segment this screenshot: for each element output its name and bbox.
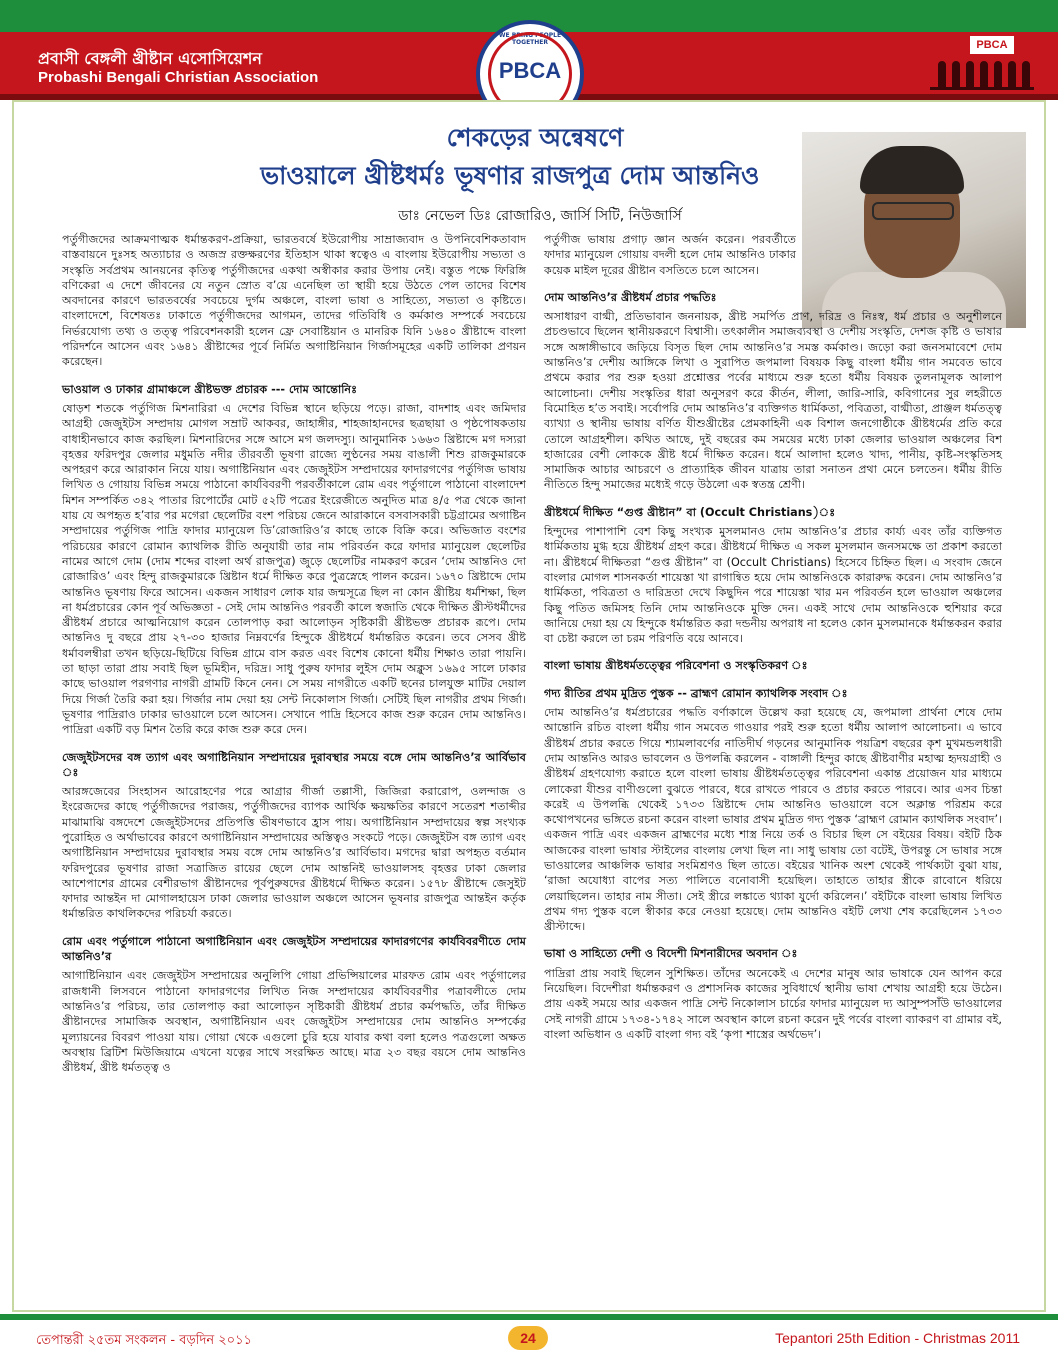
section-heading: জেজুইটসদের বঙ্গ ত্যাগ এবং অগাষ্টিনিয়ান সম্প্রদায়ের দুরাবস্থার সময়ে বঙ্গে দোম আন্তনিও’র আর্বিভাব ঃ xyxy=(62,750,526,779)
footer-right-text: Tepantori 25th Edition - Christmas 2011 xyxy=(775,1330,1020,1346)
body-paragraph: পাদ্রিরা প্রায় সবাই ছিলেন সুশিক্ষিত। তাঁদের অনেকেই এ দেশের মানুষ আর ভাষাকে যেন আপন করে নিয়েছিল। বিদেশীরা ধর্মান্তকরণ ও প্রশাসনিক কাজের সুবিধার্থে স্থানীয় ভাষা শেখায় আগ্রহী হয়ে উঠেন। প্রায় একই সময়ে আর একজন পাদ্রি সেন্ট নিকোলাস চার্চের ফাদার ম্যানুয়েল দ্য আসুম্পসাঁউ ভাওয়ালের সেই নাগরী গ্রামে ১৭৩৪-১৭৪২ সালে অবস্থান কালে রচনা করেন দুই পর্বের বাংলা ব্যাকরণ বা গ্রামার বই, বাংলা অভিধান ও একটি বাংলা গদ্য বই ‘কৃপা শাস্ত্রের অর্থভেদ’। xyxy=(544,966,1002,1041)
photo-hair xyxy=(860,146,964,194)
body-paragraph: পর্তুগীজ ভাষায় প্রগাঢ় জ্ঞান অর্জন করেন। পরবর্তীতে ফাদার ম্যানুয়েল গোয়ায় বদলী হলে দোম আন্তনিও ঢাকার কয়েক মাইল দূরের খ্রীষ্টান বসতিতে চলে আসেন। xyxy=(544,233,796,277)
section-heading: দোম আন্তনিও’র খ্রীষ্টধর্ম প্রচার পদ্ধতিঃ xyxy=(544,290,717,304)
body-paragraph: আগাষ্টিনিয়ান এবং জেজুইটস সম্প্রদায়ের অনুলিপি গোয়া প্রভিন্সিয়ালের মারফত রোম এবং পর্তুগালের রাজধানী লিসবনে পাঠানো ফাদারগণের লিখিত নিজ সম্প্রদায়ের কার্যবিবরণীর পত্রাবলীতে দোম আন্তনিও’র পরিচয়, তার তোলপাড় করা আলোড়ন সৃষ্টিকারী খ্রীষ্টধর্ম প্রচার কর্মপদ্ধতি, তাঁর দীক্ষিত খ্রীষ্টানদের সামাজিক অবস্থান, অগাষ্টিনিয়ান এবং জেজুইটস সম্প্রদায়ের দোম আন্তনিও সম্পর্কের মূল্যায়নের বিবরণ পাওয়া যায়। গোয়া থেকে এগুলো চুরি হয়ে যাবার কথা বলা হলেও পত্রগুলো অক্ষত অবস্থায় ব্রিটিশ মিউজিয়ামে এখনো যত্নের সাথে সংরক্ষিত আছে। মাত্র ২৩ বছর বয়সে দোম আন্তনিও খ্রীষ্টধর্ম, খ্রীষ্ট ধর্মতত্ত্ব ও xyxy=(62,969,526,1075)
body-paragraph: পর্তুগীজদের আক্রমণাত্মক ধর্মান্তকরণ-প্রক্রিয়া, ভারতবর্ষে ইউরোপীয় সাম্রাজ্যবাদ ও উপনিবেশিকতাবাদ বাস্তবায়নে দুঃসহ অত্যাচার ও অজস্র রক্তক্ষরণের ইতিহাস থাকা স্বত্বেও এ বাংলায় ইউরোপীয় সভ্যতা ও সংস্কৃতি সর্বপ্রথম আনয়নের কৃতিত্ব পর্তুগীজদের একথা অস্বীকার করার উপায় নেই। বস্তুত পক্ষে ফিরিঙ্গি বণিকেরা এ দেশে জীবনের যে নতুন স্রোত ব’য়ে এনেছিল তা স্থায়ী হয়ে উঠতে পেল তাদের বিশেষ অবদানের কারণে ভারতবর্ষের সবচেয়ে দুর্গম অঞ্চলে, বাংলা ভাষা ও সাহিত্যে, সভ্যতা ও কৃষ্টিতে। বাংলাদেশে, বিশেষতঃ ঢাকাতে পর্তুগীজদের আগমন, তাদের গতিবিধি ও কর্মকাণ্ড সম্পর্কে সবচেয়ে নির্ভরযোগ্য তথ্য ও তত্ত্ব পরিবেশনকারী হলেন ফ্রে সেবাষ্টিয়ান ও মানরিক যিনি ১৬৪০ খ্রীষ্টাব্দে বাংলা পরিদর্শনে আসেন এবং ১৬৪১ খ্রীষ্টাব্দের পূর্বে নির্মিত অগাষ্টিনিয়ান গির্জাসমূহের একটি তালিকা প্রণয়ন করেছেন। xyxy=(62,233,526,369)
body-paragraph: আরঙ্গজেবের সিংহাসন আরোহণের পরে আগ্রার গীর্জা তল্লাসী, জিজিরা করারোপ, ওলন্দাজ ও ইংরেজদের কাছে পর্তুগীজদের পরাজয়, পর্তুগীজদের ব্যাপক আর্থিক ক্ষয়ক্ষতির কারণে সতেরশ শতাব্দীর মাঝামাঝি বঙ্গদেশে জেজুইটসদের প্রতিপত্তি ভীষণভাবে হ্রাস পায়। অগাষ্টিনিয়ান সম্প্রদায়ের স্বল্প সংখ্যক পুরোহিত ও অর্থাভাবের কারণে অগাষ্টিনিয়ান সম্প্রদায়ের অস্তিত্বও সংকটে পড়ে। জেজুইটস বঙ্গ ত্যাগ এবং অগাষ্টিনিয়ান সম্প্রদায়ের দুরাবস্থার সময় বঙ্গে দোম আন্তনিও’র আর্বিভাব। মগদের দ্বারা অপহৃত বর্তমান ফরিদপুরের ভূষণার রাজা সত্রাজিত রায়ের ছেলে দোম আন্তনিই ভাওয়ালসহ বৃহত্তর ঢাকা জেলার আশেপাশের গ্রামের বেশীরভাগ খ্রীষ্টানদের পূর্বপুরুষদের খ্রীষ্টধর্মে দীক্ষিত করেন। ১৫৭৮ খ্রীষ্টাব্দে জেসুইট ফাদার আন্তইন দা মোগালহায়েস ঢাকা জেলার ভাওয়াল অঞ্চলে আসেন ভূষনার রাজপুত্র আন্তইন কর্তৃক ধর্মান্তরিত কাথলিকদের পরিচর্যা করতে। xyxy=(62,785,526,921)
section-heading: গদ্য রীতির প্রথম মুদ্রিত পুস্তক -- ব্রাহ্মণ রোমান ক্যাথলিক সংবাদ ঃ xyxy=(544,686,848,700)
body-paragraph: হিন্দুদের পাশাপাশি বেশ কিছু সংখ্যক মুসলমানও দোম আন্তনিও’র প্রচার কার্য্য এবং তাঁর ব্যক্তিগত ধার্মিকতায় মুগ্ধ হয়ে খ্রীষ্টধর্ম গ্রহণ করে। খ্রীষ্টধর্মে দীক্ষিত এ সকল মুসলমান জনসমক্ষে তা প্রকাশ করতো না। খ্রীষ্টধর্মে দীক্ষিতরা “গুপ্ত খ্রীষ্টান” বা (Occult Christians) হিসেবে চিহ্নিত ছিল। এ সংবাদ জেনে বাংলার মোগল শাসনকর্তা শায়েস্তা খা রাগান্বিত হয়ে দোম আন্তনিওকে কারারুদ্ধ করেন। দোম আন্তনিও’র ধার্মিকতা, পবিত্রতা ও দারিদ্রতা দেখে কিছুদিন পরে শায়েস্তা খার মন পরিবর্তন হলে ভাওয়াল অঞ্চলের কিছু পতিত জমিসহ তিনি দোম আন্তনিওকে মুক্তি দেন। একই সাথে দোম আন্তনিওকে হুশিয়ার করে জানিয়ে দেয়া হয় যে হিন্দুকে ধর্মান্তরিত করা দন্ডনীয় অপরাধ না হলেও কোন মুসলমানকে ধর্মান্তকরন করার বা চেষ্টা করলে তা চরম পরিণতি বয়ে আনবে। xyxy=(544,525,1002,646)
photo-glasses xyxy=(872,202,954,220)
body-paragraph: ষোড়শ শতকে পর্তুগিজ মিশনারিরা এ দেশের বিভিন্ন স্থানে ছড়িয়ে পড়ে। রাজা, বাদশাহ এবং জমিদার আগ্রহী জেজুইটস সম্প্রদায় মোগল সম্রাট আকবর, জাহাঙ্গীর, শাহজাহানদের ছত্রছায়া ও পৃষ্ঠপোষকতায় বাধাহীনভাবে কাজ করছিল। মিশনারিদের সঙ্গে আসে মগ জলদস্যু। আনুমানিক ১৬৬৩ খ্রিষ্টাব্দে মগ দস্যরা বৃহত্তর ফরিদপুর জেলার মধুমতি নদীর তীরবর্তী ভূষণা রাজ্যে লুণ্ঠনের সময় বাঙালী শিশু রাজকুমারকে অপহরণ করে আরাকান নিয়ে যায়। অগাষ্টিনিয়ান এবং জেজুইটস সম্প্রদায়ের ফাদারগণের পর্তুগিজ ভাষায় লিখিত ও গোয়ায় বিভিন্ন সময়ে পাঠানো কার্যবিবরণী পরবর্তীকালে রোম এবং পর্তুগালে পাঠানো বাংলাদেশ মিশন সম্পর্কিত ৩৪২ পাতার রিপোর্টের মোট ৫২টি পত্রের ইংরেজীতে অনুদিত মাত্র ৪/৫ পত্র থেকে জানা যায় যে অপহৃত হ’বার পর মগেরা ছেলেটির বংশ পরিচয় জেনে আরাকানে বসবাসকারী চট্টগ্রামের অগাষ্টিন সম্প্রদায়ের পর্তুগিজ পাদ্রি ফাদার ম্যানুয়েল ডি’রোজারিও’র কাছে তাকে বিক্রি করে। অভিজাত বংশের পরিচয়ের কারণে রোমান ক্যাথলিক রীতি অনুযায়ী তার নাম পরিবর্তন করে ফাদার ম্যানুয়েল ছেলেটির নামের আগে দোম (দোম শব্দের বাংলা অর্থ রাজপুত্র) জুড়ে ছেলেটির নামকরণ করেন ‘দোম আন্তনিও দো রোজারিও’ এবং হিন্দু রাজকুমারকে খ্রিষ্টান ধর্মে দীক্ষিত করে পুত্রস্নেহে পালন করেন। ১৬৭০ খ্রিষ্টাব্দে দোম আন্তনিও ভূষণায় ফিরে আসেন। একজন সাধারণ লোক যার জন্মসূত্রে ছিল না কোন খ্রীষ্টিয় ধর্মশিক্ষা, ছিল না ধর্মপ্রচারের কোন পূর্ব অভিজ্ঞতা - সেই দোম আন্তনিও পরবর্তী কালে স্বজাতি থেকে দীক্ষিত খ্রীস্টধর্মীদের খ্রীষ্টধর্ম প্রচারে আত্মনিয়োগ করেন তোলপাড় করা আলোড়ন সৃষ্টিকারী খ্রীষ্টভক্ত প্রচারক রূপে। দোম আন্তনিও দু বছরে প্রায় ২৭-৩০ হাজার নিম্নবর্ণের হিন্দুকে খ্রীষ্টধর্মে ধর্মান্তরিত করেন। তবে সেসব খ্রীষ্ট ধর্মাবলম্বীরা তখন ছড়িয়ে-ছিটিয়ে বিভিন্ন গ্রামে বাস করত এবং বিশেষ কোনো ধর্মীয় শিক্ষাও তারা পায়নি। তা ছাড়া তারা প্রায় সবাই ছিল ভূমিহীন, দরিদ্র। সাধু পুরুষ ফাদার লুইস দোম অক্লুস ১৬৯৫ সালে ঢাকার কাছে ভাওয়াল পরগণার নাগরী গ্রামটি কিনে নেন। সে সময় নাগরীতে একটি ছনের চালযুক্ত মাটির দেয়াল দিয়ে গির্জা তৈরি করা হয়। গির্জার নাম দেয়া হয় সেন্ট নিকোলাস গির্জা। সেটিই ছিল নাগরীর প্রথম গির্জা। ভূষণার পাদ্রিরাও ঢাকার ভাওয়ালে চলে আসেন। সেখানে পাদ্রি হিসেবে কাজ শুরু করেন দোম আন্তনিও। পাদ্রিরা একটি বড় মিশন তৈরি করে কাজ শুরু করে দেন। xyxy=(62,401,526,737)
left-column xyxy=(62,232,526,1079)
right-column xyxy=(544,232,1002,1046)
article-title-line1: শেকড়ের অন্বেষণে xyxy=(446,123,624,152)
people-silhouettes-icon xyxy=(930,58,1034,90)
article-byline: ডাঃ নেভেল ডিঃ রোজারিও, জার্সি সিটি, নিউজার্সি xyxy=(398,208,682,224)
section-heading: রোম এবং পর্তুগালে পাঠানো অগাষ্টিনিয়ান এবং জেজুইটস সম্প্রদায়ের ফাদারগণের কার্যবিবরণীতে দোম আন্তনিও’র xyxy=(62,934,526,964)
section-heading: বাংলা ভাষায় খ্রীষ্টধর্মতত্ত্বের পরিবেশনা ও সংস্কৃতিকরণ ঃ xyxy=(544,659,808,673)
footer-left-text: তেপান্তরী ২৫তম সংকলন - বড়দিন ২০১১ xyxy=(36,1333,252,1348)
section-heading: ভাষা ও সাহিত্যে দেশী ও বিদেশী মিশনারীদের অবদান ঃ xyxy=(544,947,798,961)
section-heading: ভাওয়াল ও ঢাকার গ্রামাঞ্চলে খ্রীষ্টভক্ত প্রচারক --- দোম আন্তোনিঃ xyxy=(62,382,358,396)
pbca-people-mark xyxy=(930,36,1036,92)
pbca-flag: PBCA xyxy=(970,36,1014,54)
footer-green-line xyxy=(0,1314,1058,1320)
body-paragraph: দোম আন্তনিও’র ধর্মপ্রচারের পদ্ধতি বর্ণাকালে উল্লেখ করা হয়েছে যে, জপমালা প্রার্থনা শেষে দোম আন্তোনি রচিত বাংলা ধর্মীয় গান সমবেত গাওয়ার পরই শুরু হতো ধর্মীয় আলাপ আলোচনা। এ ভাবে খ্রীষ্টধর্ম প্রচার করতে গিয়ে শ্যামলাবর্ণের নাতিদীর্ঘ গড়নের আনুমানিক পয়ত্রিশ বছরের কৃশ মুখমন্ডলধারী দোম আন্তনিও আরও ভাবলেন ও উপলব্ধি করলেন - বাঙ্গালী হিন্দুর কাছে খ্রীষ্টবাণীর মহাত্ম হৃদয়গ্রাহী ও খ্রীষ্টধর্ম গ্রহণযোগ্য করাতে হলে বাংলা ভাষায় খ্রীষ্টধর্মতত্ত্বের পরিবেশনা একান্ত প্রয়োজন যার মাধ্যমে লোকেরা যীশুর বাণীগুলো বুঝতে পারবে, ধরে রাখতে পারবে ও প্রচার করতে পারবে। আর এসব চিন্তা করেই এ উপলব্ধি থেকেই ১৭৩৩ খ্রিষ্টাব্দে দোম আন্তনিও ভাওয়ালে বসে অক্লান্ত পরিশ্রম করে কথোপখনের ভঙ্গিতে রচনা করেন বাংলা ভাষার প্রথম মুদ্রিত গদ্য পুস্তক ‘ব্রাহ্মণ রোমান ক্যাথলিক সংবাদ’। একজন পাদ্রি এবং একজন ব্রাহ্মণের মধ্যে শাস্ত্র নিয়ে তর্ক ও বিচার ছিল সে বইয়ের বিষয়। বইটি ঠিক আজকের বাংলা ভাষার স্টাইলের বাংলায় লেখা ছিল না। সাধু ভাষায় তো বটেই, উপরন্তু সে ভাষার সঙ্গে ভাওয়ালের আঞ্চলিক ভাষার সংমিশ্রণও ছিল তাতে। বইয়ের খানিক অংশ থেকেই পার্থক্যটা বুঝা যায়, ‘রাজা অযোধ্যা বাপের সত্য পালিতে বনোবাসী হয়েছিল। তাহাতে তাহার স্ত্রীকে রাবোনে ধরিয়ে লেয়াছিলেন। তাহার নাম সীতা। সেই স্ত্রীরে লঙ্কাতে থ্যাকা যুর্দো করিলেন।’ বইটিকে বাংলা ভাষায় লিখিত প্রথম গদ্য পুস্তক বলে স্বীকার করে নেওয়া হয়েছে। দোম আন্তনিও বইটি লেখা শেষ করেছিলেন ১৭৩৩ খ্রীস্টাব্দে। xyxy=(544,706,1002,934)
section-heading: খ্রীষ্টধর্মে দীক্ষিত “গুপ্ত খ্রীষ্টান” বা (Occult Christians)ঃ xyxy=(544,505,836,519)
page-number: 24 xyxy=(508,1326,548,1350)
body-paragraph: অসাধারণ বাগ্মী, প্রতিভাবান জননায়ক, খ্রীষ্ট সমর্পিত প্রাণ, দরিদ্র ও নিঃস্ব, ধর্ম প্রচার ও অনুশীলনে প্রচণ্ডভাবে ছিলেন স্থানীয়করণে বিশ্বাসী। তৎকালীন সমাজব্যবস্থা ও দেশীয় সংস্কৃতি, দেশজ কৃষ্টি ও ভাষার সঙ্গে অঙ্গাঙ্গীভাবে জড়িয়ে বিসৃত ছিল দোম আন্তনিও’র সমস্ত কর্মকাণ্ড। জড়ো করা জনসমাবেশে দোম আন্তনিও’র দেশীয় আঙ্গিকে লিখা ও সুরাপিত জপমালা বিষয়ক কিছু বাংলা ধর্মীয় গান সমবেত ভাবে প্রথমে করার পর শুরু হওয়া প্রশ্নোত্তর পর্বের মাধ্যমে শুরু হতো ধর্মীয় বিষয়ক তুলনামূলক আলাপ আলোচনা। দেশীয় সংস্কৃতির ধারা অনুসরণ করে কীর্তন, লীলা, জারি-সারি, কবিগানের সুর লহরীতে বিমোহিত হ’ত সবাই। সর্বোপরি দোম আন্তনিও’র ব্যক্তিগত ধার্মিকতা, পবিত্রতা, বাগ্মীতা, প্রাঞ্জল ধর্মতত্ত্ব ব্যাখ্যা ও স্থানীয় ভাষায় বর্ণিত যীশুখ্রীষ্টের প্রেমকাহিনী এক বিশাল জনগোষ্ঠীকে খ্রীষ্টধর্মের প্রতি করে তোলে আগ্রহশীল। কথিত আছে, দুই বছরের কম সময়ের মধ্যে ঢাকা জেলার ভাওয়াল অঞ্চলের বিশ হাজারের বেশী লোককে খ্রীষ্ট ধর্মে দীক্ষিত করেন। ধর্মে আলাদা হলেও খাদ্য, পানীয়, কৃষ্টি-সংস্কৃতিসহ সামাজিক আচার আচরণে ও প্রাত্যাহিক জীবন যাত্রায় তারা সনাতন প্রথা মেনে চলতেন। ধর্মীয় রীতি নীতিতে হিন্দু সমাজের মধ্যেই গড়ে উঠলো এক স্বতন্ত্র শ্রেণী। xyxy=(544,310,1002,492)
org-name-english: Probashi Bengali Christian Association xyxy=(38,69,319,86)
logo-ring-text: WE BRING PEOPLE TOGETHER xyxy=(498,32,562,46)
article-title-line2: ভাওয়ালে খ্রীষ্টধর্মঃ ভূষণার রাজপুত্র দোম আন্তনিও xyxy=(260,161,760,190)
logo-text: PBCA xyxy=(498,58,562,83)
org-name-bengali: প্রবাসী বেঙ্গলী খ্রীষ্টান এসোসিয়েশন xyxy=(38,49,262,68)
